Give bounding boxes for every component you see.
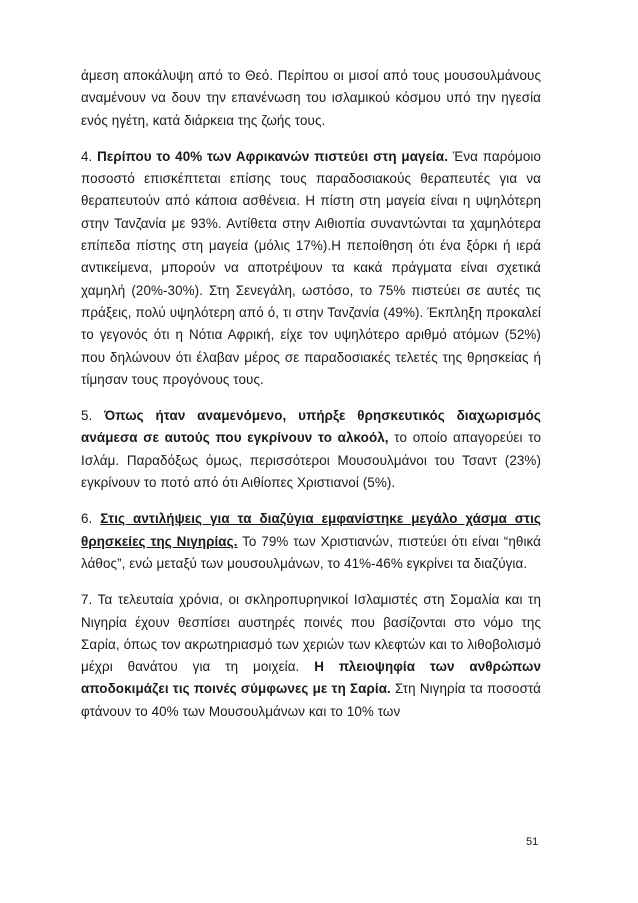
- paragraph-item-6: [81, 508, 541, 575]
- item-number: 4.: [81, 148, 98, 164]
- paragraph-text: Ένα παρόμοιο ποσοστό επισκέπτεται επίσης τους παραδοσιακούς θεραπευτές για να θεραπευτούν από κάποια ασθένεια. Η πίστη στη μαγεία είναι η υψηλότερη στην Τανζανία με 93%. Αντίθετα στην Αιθιοπία συναντώνται τα χαμηλότερα επίπεδα πίστης στη μαγεία (μόλις 17%).Η πεποίθηση ότι ένα ξόρκι ή ιερά αντικείμενα, μπορούν να αποτρέψουν τα κακά πράγματα είναι σχετικά χαμηλή (20%-30%). Στη Σενεγάλη, ωστόσο, το 75% πιστεύει σε αυτές τις πράξεις, πολύ υψηλότερη από ό, τι στην Τανζανία (49%). Έκπληξη προκαλεί το γεγονός ότι η Νότια Αφρική, είχε τον υψηλότερο αριθμό ατόμων (52%) που δηλώνουν ότι έλαβαν μέρος σε παραδοσιακές τελετές της θρησκείας ή τίμησαν τους προγόνους τους.: [81, 148, 541, 387]
- paragraph-text: 7. Τα τελευταία χρόνια, οι σκληροπυρηνικοί Ισλαμιστές στη Σομαλία και τη Νιγηρία έχουν θεσπίσει αυστηρές ποινές που βασίζονται στο νόμο της Σαρία, όπως τον ακρωτηριασμό των χεριών των κλεφτών και το λιθοβολισμό μέχρι θανάτου για τη μοιχεία.: [81, 592, 541, 675]
- paragraph-text: το οποίο απαγορεύει το Ισλάμ. Παραδόξως όμως, περισσότεροι Μουσουλμάνοι του Τσαντ (23%) εγκρίνουν το ποτό από ότι Αιθίοπες Χριστιανοί (5%).: [81, 430, 541, 491]
- paragraph-item-7: [81, 589, 541, 723]
- paragraph-text: Το 79% των Χριστιανών, πιστεύει ότι είναι “ηθικά λάθος”, ενώ μεταξύ των μουσουλμάνων, το 41%-46% εγκρίνει τα διαζύγια.: [81, 533, 541, 571]
- paragraph-heading: Περίπου το 40% των Αφρικανών πιστεύει στη μαγεία.: [97, 148, 449, 164]
- paragraph-text: άμεση αποκάλυψη από το Θεό. Περίπου οι μισοί από τους μουσουλμάνους αναμένουν να δουν την επανένωση του ισλαμικού κόσμου υπό την ηγεσία ενός ηγέτη, κατά διάρκεια της ζωής τους.: [81, 68, 541, 128]
- paragraph-heading-underlined: Στις αντιλήψεις για τα διαζύγια εμφανίστηκε μεγάλο χάσμα στις θρησκείες της Νιγηρίας.: [81, 511, 541, 549]
- item-number: 6.: [81, 511, 101, 527]
- paragraph-continuation: [81, 65, 541, 132]
- paragraph-item-5: [81, 405, 541, 494]
- paragraph-item-4: [81, 146, 541, 391]
- paragraph-heading: Όπως ήταν αναμενόμενο, υπήρξε θρησκευτικός διαχωρισμός ανάμεσα σε αυτούς που εγκρίνουν το αλκοόλ,: [81, 408, 541, 446]
- paragraph-heading: Η πλειοψηφία των ανθρώπων αποδοκιμάζει τις ποινές σύμφωνες με τη Σαρία.: [81, 659, 541, 697]
- paragraph-text: Στη Νιγηρία τα ποσοστά φτάνουν το 40% των Μουσουλμάνων και το 10% των: [81, 681, 541, 719]
- document-page: [81, 65, 541, 737]
- item-number: 5.: [81, 408, 105, 424]
- page-number: 51: [526, 836, 539, 848]
